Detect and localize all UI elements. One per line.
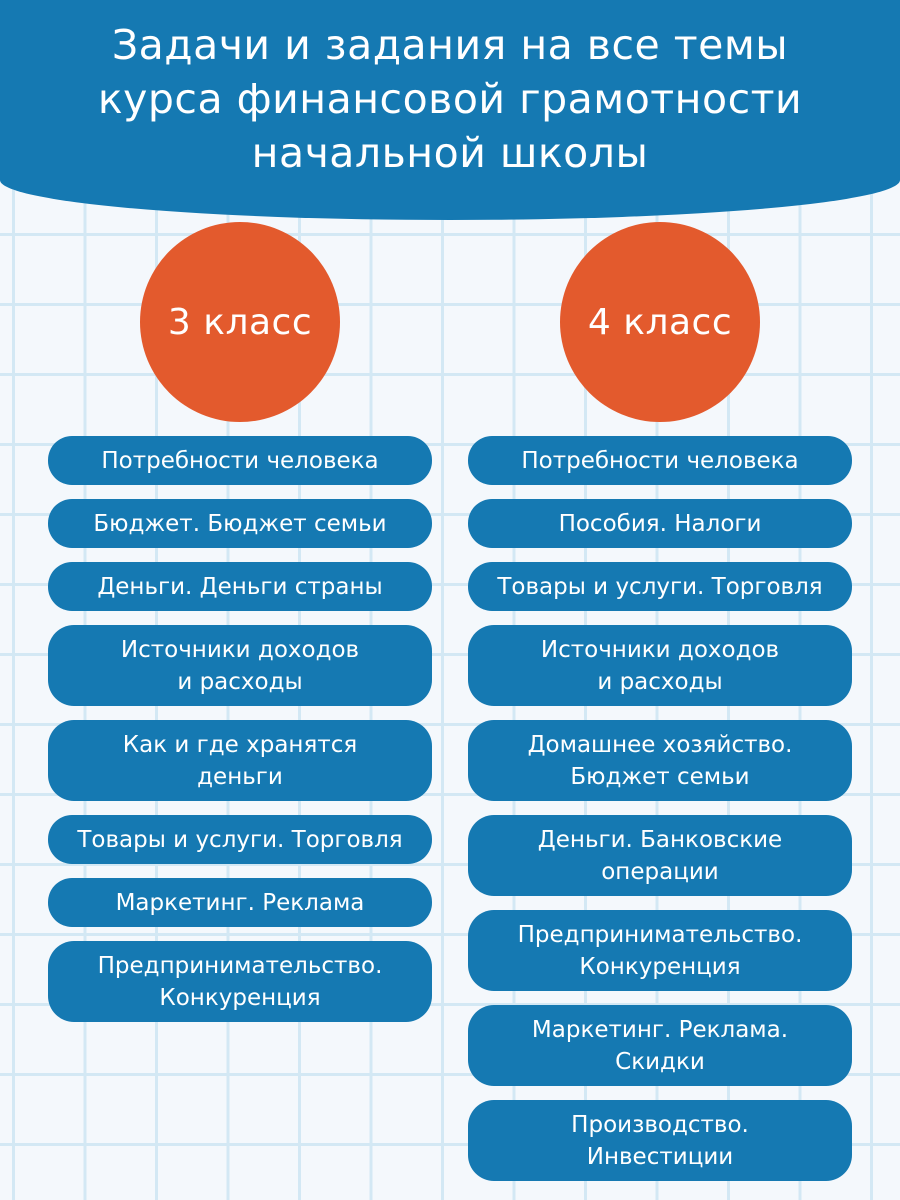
grade-4-badge: 4 класс (560, 222, 760, 422)
topic-item: Потребности человека (468, 436, 852, 485)
header-banner (0, 0, 900, 220)
topic-item: Деньги. Деньги страны (48, 562, 432, 611)
grade-4-column (460, 222, 860, 1195)
grade-3-topic-list (40, 436, 440, 1036)
topic-item: Источники доходов и расходы (48, 625, 432, 706)
title-line-3: начальной школы (251, 129, 649, 177)
topic-item: Бюджет. Бюджет семьи (48, 499, 432, 548)
topic-item: Потребности человека (48, 436, 432, 485)
page-title (0, 0, 900, 180)
topic-item: Товары и услуги. Торговля (48, 815, 432, 864)
topic-item: Пособия. Налоги (468, 499, 852, 548)
grade-3-column (40, 222, 440, 1036)
title-line-1: Задачи и задания на все темы (111, 21, 789, 69)
title-line-2: курса финансовой грамотности (97, 75, 803, 123)
topic-item: Товары и услуги. Торговля (468, 562, 852, 611)
topic-item: Маркетинг. Реклама. Скидки (468, 1005, 852, 1086)
grade-4-topic-list (460, 436, 860, 1195)
topic-item: Предпринимательство. Конкуренция (468, 910, 852, 991)
topic-item: Предпринимательство. Конкуренция (48, 941, 432, 1022)
grade-3-badge: 3 класс (140, 222, 340, 422)
topic-item: Деньги. Банковские операции (468, 815, 852, 896)
topic-item: Производство. Инвестиции (468, 1100, 852, 1181)
topic-item: Домашнее хозяйство. Бюджет семьи (468, 720, 852, 801)
topic-item: Маркетинг. Реклама (48, 878, 432, 927)
topic-item: Как и где хранятся деньги (48, 720, 432, 801)
topic-item: Источники доходов и расходы (468, 625, 852, 706)
